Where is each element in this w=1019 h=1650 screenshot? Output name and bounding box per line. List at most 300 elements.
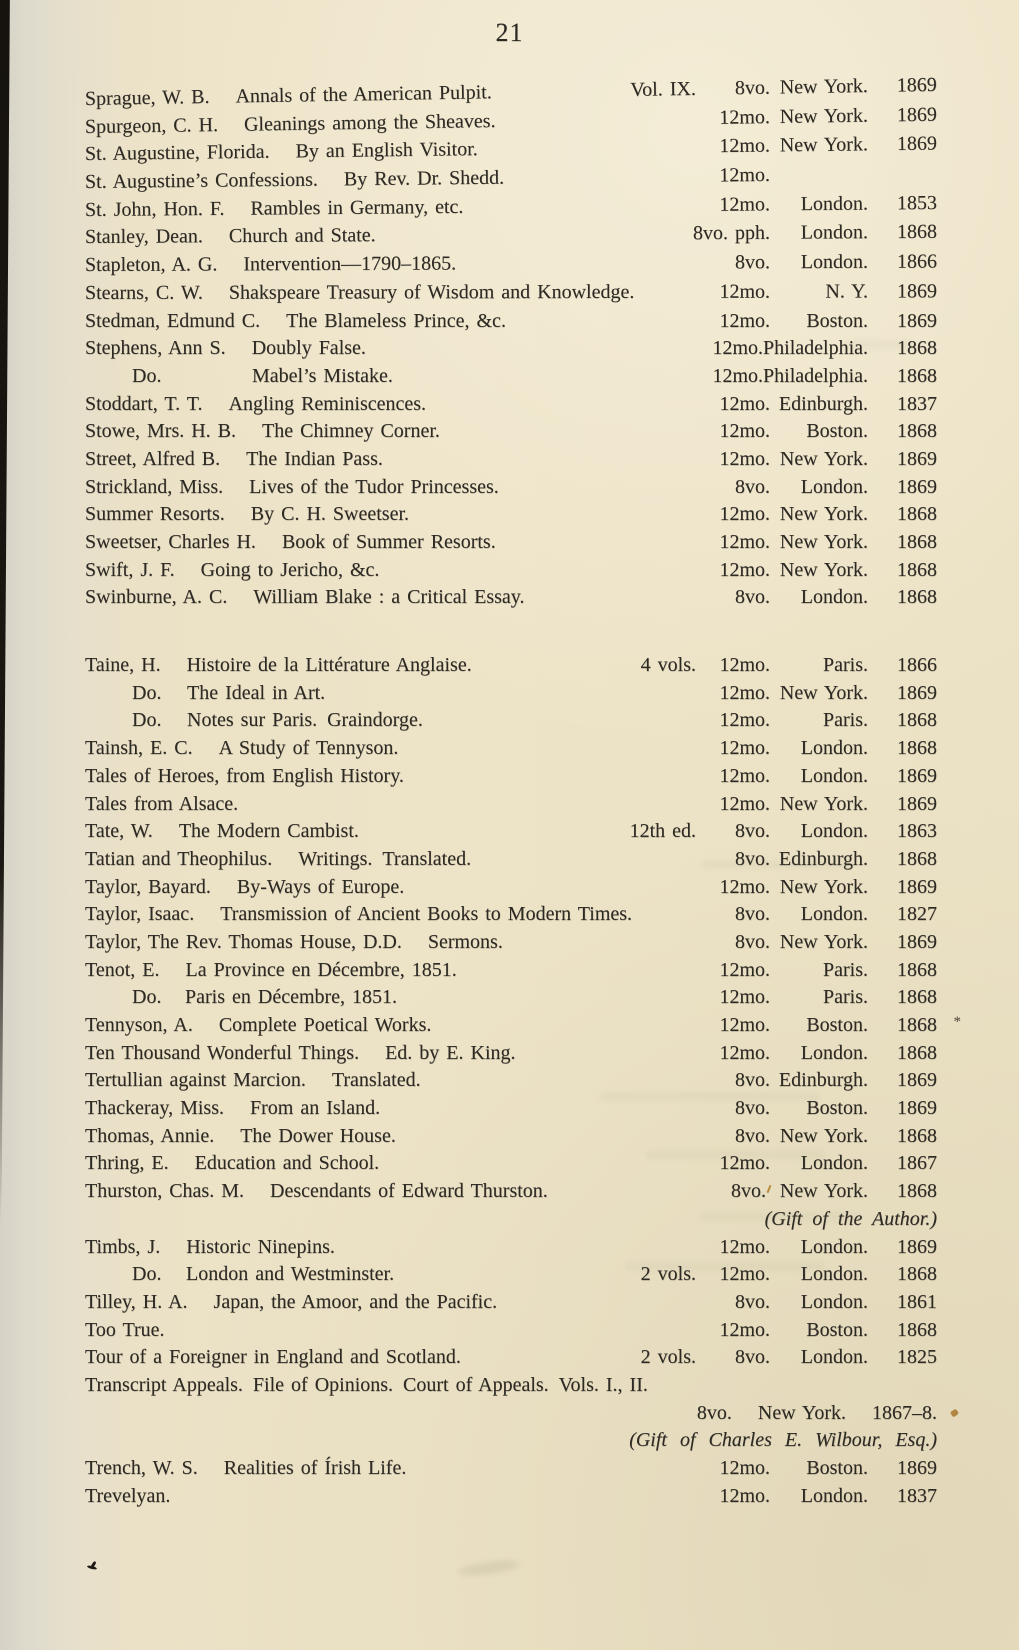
catalog-entry-row xyxy=(85,707,937,735)
entry-year: 1866 xyxy=(896,250,938,273)
entry-format: 8vo. xyxy=(735,586,770,609)
entry-city: Philadelphia. xyxy=(763,364,868,387)
entry-city: London. xyxy=(800,1235,868,1258)
entry-main xyxy=(85,901,706,929)
catalog-section-s xyxy=(84,73,938,612)
entry-title: Writings. Translated. xyxy=(298,847,472,870)
entry-title: Education and School. xyxy=(194,1152,380,1175)
entry-author: Tainsh, E. C. xyxy=(85,737,193,760)
catalog-entry-row xyxy=(85,763,937,791)
entry-author: Swinburne, A. C. xyxy=(85,586,228,609)
entry-author: Ten Thousand Wonderful Things. xyxy=(85,1041,360,1064)
entry-format: 12mo. xyxy=(719,792,770,815)
entry-year: 1869 xyxy=(896,280,938,303)
entry-year: 1869 xyxy=(897,764,937,787)
annotation-mark: * xyxy=(953,1014,961,1030)
entry-city: Philadelphia. xyxy=(763,337,868,360)
entry-city: London. xyxy=(800,737,868,760)
entry-format: 8vo. xyxy=(735,903,770,926)
entry-format: 8vo. xyxy=(706,1178,770,1206)
catalog-entry-row xyxy=(85,1483,937,1511)
entry-city: Boston. xyxy=(806,420,868,443)
entry-format: 12mo. xyxy=(719,958,770,981)
entry-city: New York. xyxy=(779,1180,868,1203)
entry-city: N. Y. xyxy=(825,280,869,303)
catalog-entry-row xyxy=(85,901,937,929)
entry-extra: 2 vols. xyxy=(640,1263,696,1286)
catalog-entry-row xyxy=(85,1455,937,1483)
entry-title: Tales of Heroes, from English History. xyxy=(85,764,404,787)
entry-format: 12mo. xyxy=(719,392,770,415)
entry-main xyxy=(85,1178,706,1206)
catalog-entry-row xyxy=(85,1123,937,1151)
entry-main xyxy=(85,446,706,474)
entry-year: 1827 xyxy=(897,903,937,926)
entry-author: Do. xyxy=(132,986,162,1009)
annotation-mark xyxy=(950,1408,959,1417)
entry-extra: 12th ed. xyxy=(629,820,696,843)
entry-main xyxy=(85,474,706,502)
catalog-entry-row xyxy=(85,1040,937,1068)
entry-city: London. xyxy=(800,221,869,245)
entry-city: New York. xyxy=(779,681,868,704)
catalog-entry-row xyxy=(85,308,937,336)
entry-title: Book of Summer Resorts. xyxy=(281,531,496,553)
entry-city: New York. xyxy=(779,75,869,99)
entry-city: London. xyxy=(800,586,868,609)
entry-author: Thomas, Annie. xyxy=(85,1124,215,1147)
entry-title: Angling Reminiscences. xyxy=(228,392,427,415)
entry-year: 1868 xyxy=(897,986,937,1009)
entry-title: Doubly False. xyxy=(251,337,366,360)
catalog-entry-row xyxy=(85,984,937,1012)
entry-author: Taine, H. xyxy=(85,654,161,677)
entry-city: New York. xyxy=(779,133,869,157)
entry-title: Translated. xyxy=(331,1069,421,1092)
entry-author: Do. xyxy=(132,681,162,704)
entry-year: 1868 xyxy=(897,1263,937,1286)
entry-author: Do. xyxy=(132,1263,162,1286)
entry-format: 12mo. xyxy=(719,681,770,704)
catalog-entry-row xyxy=(85,1012,961,1040)
showthrough-artifact xyxy=(842,340,912,349)
entry-format: 12mo. xyxy=(719,280,771,303)
entry-title: The Indian Pass. xyxy=(246,447,383,470)
entry-main xyxy=(85,335,699,363)
entry-title: Paris en Décembre, 1851. xyxy=(185,986,398,1009)
catalog-entry-row xyxy=(85,929,937,957)
catalog-entry-row xyxy=(85,874,937,902)
entry-year: 1868 xyxy=(897,586,937,609)
entry-author: Tenot, E. xyxy=(85,958,160,981)
entry-year: 1869 xyxy=(896,103,938,126)
catalog-entry-row xyxy=(85,363,937,391)
entry-title: Transmission of Ancient Books to Modern Times. xyxy=(220,903,633,926)
catalog-entry-row xyxy=(85,735,937,763)
entry-author: Spurgeon, C. H. xyxy=(84,113,219,138)
entry-main xyxy=(85,1150,706,1178)
imprint-continuation-row xyxy=(85,1400,937,1428)
entry-title: The Blameless Prince, &c. xyxy=(286,309,506,332)
entry-year: 1869 xyxy=(897,792,937,815)
entry-city: London. xyxy=(800,903,868,926)
entry-year: 1869 xyxy=(897,309,937,332)
entry-main xyxy=(85,1289,706,1317)
entry-author: Swift, J. F. xyxy=(85,558,175,581)
entry-format: 8vo. xyxy=(735,847,770,870)
entry-main xyxy=(85,1040,706,1068)
entry-format: 12mo. xyxy=(719,558,770,581)
entry-year: 1869 xyxy=(897,1235,937,1258)
entry-main xyxy=(85,1483,706,1511)
entry-author: Street, Alfred B. xyxy=(85,447,221,470)
entry-year: 1869 xyxy=(897,1069,937,1092)
entry-city: Boston. xyxy=(806,309,868,332)
section-gap xyxy=(85,612,937,652)
entry-title: Going to Jericho, &c. xyxy=(200,558,380,581)
entry-city: London. xyxy=(800,1290,868,1313)
entry-year: 1868 xyxy=(897,709,937,732)
entry-format: 8vo. xyxy=(734,76,771,100)
entry-year: 1868 xyxy=(897,531,937,553)
catalog-entry-row xyxy=(85,249,937,280)
entry-author: Trevelyan. xyxy=(85,1484,171,1507)
entry-extra: 4 vols. xyxy=(640,654,696,677)
entry-year: 1837 xyxy=(897,392,937,415)
entry-title: Shakspeare Treasury of Wisdom and Knowledge. xyxy=(228,280,635,304)
entry-format: 12mo. xyxy=(719,164,771,187)
entry-city: Paris. xyxy=(823,958,868,981)
catalog-entry-row xyxy=(85,1234,937,1262)
entry-main xyxy=(85,501,706,529)
entry-format: 12mo. xyxy=(719,1318,770,1341)
entry-city: Boston. xyxy=(806,1457,868,1479)
entry-author: Timbs, J. xyxy=(85,1235,161,1258)
entry-author: Sweetser, Charles H. xyxy=(85,531,256,553)
entry-title: Ed. by E. King. xyxy=(385,1041,516,1064)
entry-format: 12mo. xyxy=(719,134,771,158)
entry-main xyxy=(85,250,706,280)
entry-author: Summer Resorts. xyxy=(85,503,225,526)
entry-format: 12mo. xyxy=(719,531,770,553)
catalog-entry-row xyxy=(85,391,937,419)
entry-author: Thackeray, Miss. xyxy=(85,1097,224,1120)
entry-author: Tertullian against Marcion. xyxy=(85,1069,306,1092)
entry-city: Edinburgh. xyxy=(778,1069,868,1092)
entry-title: La Province en Décembre, 1851. xyxy=(185,958,457,981)
entry-format: 12mo. xyxy=(719,1235,770,1258)
entry-main xyxy=(85,1012,706,1040)
entry-title: Notes sur Paris. Graindorge. xyxy=(187,709,423,732)
entry-author: Do. xyxy=(132,364,162,387)
entry-main xyxy=(85,279,706,308)
showthrough-artifact xyxy=(625,1262,825,1271)
entry-format: 8vo. xyxy=(735,1290,770,1313)
catalog-entry-row xyxy=(85,957,937,985)
entry-author: St. Augustine, Florida. xyxy=(84,141,270,166)
entry-city: New York. xyxy=(779,558,868,581)
binding-shadow xyxy=(0,0,17,1240)
page-number: 21 xyxy=(495,18,524,47)
entry-city: Boston. xyxy=(806,1014,868,1036)
entry-year: 1868 xyxy=(897,1180,937,1203)
entry-title: Gleanings among the Sheaves. xyxy=(243,109,496,136)
catalog-content xyxy=(84,73,961,1510)
entry-author: Stedman, Edmund C. xyxy=(85,309,261,332)
entry-city: London. xyxy=(800,764,868,787)
entry-city: London. xyxy=(800,820,868,843)
entry-year: 1869 xyxy=(897,475,937,498)
entry-title: The Ideal in Art. xyxy=(187,681,326,704)
entry-format: 12mo. xyxy=(719,503,770,526)
entry-main xyxy=(85,163,706,197)
entry-format: 12mo. xyxy=(719,420,770,443)
catalog-section-t xyxy=(85,652,961,1510)
entry-format: 8vo. xyxy=(735,930,770,953)
entry-year: 1868 xyxy=(897,503,937,526)
entry-author: St. Augustine’s Confessions. xyxy=(84,168,318,194)
entry-year: 1868 xyxy=(897,1318,937,1341)
entry-year: 1869 xyxy=(897,447,937,470)
entry-author: Strickland, Miss. xyxy=(85,475,224,498)
entry-year: 1869 xyxy=(897,681,937,704)
entry-city: Edinburgh. xyxy=(778,847,868,870)
catalog-entry-row xyxy=(85,584,937,612)
entry-author: Tate, W. xyxy=(85,820,153,843)
entry-city: New York. xyxy=(757,1401,846,1424)
showthrough-artifact xyxy=(600,1092,820,1101)
entry-main xyxy=(85,874,706,902)
catalog-entry-row xyxy=(85,1067,937,1095)
entry-year: 1868 xyxy=(897,420,937,443)
entry-format: 12mo. xyxy=(719,764,770,787)
entry-title: Transcript Appeals. File of Opinions. Court of Appeals. Vols. I., II. xyxy=(85,1373,648,1396)
catalog-entry-row xyxy=(85,529,937,557)
entry-main xyxy=(85,763,706,791)
entry-main xyxy=(85,791,706,819)
entry-city: London. xyxy=(800,1484,868,1507)
entry-main xyxy=(85,1344,641,1372)
catalog-entry-row xyxy=(85,446,937,474)
entry-city: New York. xyxy=(779,930,868,953)
entry-title: Realities of Írish Life. xyxy=(223,1457,407,1479)
entry-format: 12mo. xyxy=(712,364,764,387)
entry-title: Rambles in Germany, etc. xyxy=(250,195,464,220)
entry-author: Trench, W. S. xyxy=(85,1457,198,1479)
entry-author: Stapleton, A. G. xyxy=(84,253,218,277)
entry-main xyxy=(85,221,693,252)
entry-year: 1837 xyxy=(897,1484,937,1507)
entry-title: Mabel’s Mistake. xyxy=(252,364,393,387)
entry-extra: Vol. IX. xyxy=(630,77,697,101)
entry-main xyxy=(85,846,706,874)
entry-format: 8vo. pph. xyxy=(692,222,771,245)
entry-main xyxy=(85,529,706,557)
entry-author: Thring, E. xyxy=(85,1152,169,1175)
entry-title: The Chimney Corner. xyxy=(262,420,440,443)
gift-note-text: (Gift of Charles E. Wilbour, Esq.) xyxy=(629,1429,937,1452)
entry-author: Taylor, Bayard. xyxy=(85,875,211,898)
entry-main xyxy=(85,1261,641,1289)
entry-main xyxy=(85,1455,706,1483)
catalog-entry-row xyxy=(85,1178,937,1206)
entry-format: 8vo. xyxy=(734,251,771,274)
catalog-entry-row xyxy=(85,1289,937,1317)
entry-city xyxy=(770,180,868,181)
entry-city: Boston. xyxy=(806,1097,868,1120)
entry-format: 8vo. xyxy=(735,1097,770,1120)
entry-year xyxy=(868,179,937,180)
entry-main xyxy=(85,1067,706,1095)
entry-title: Annals of the American Pulpit. xyxy=(235,81,492,108)
entry-year: 1825 xyxy=(897,1346,937,1369)
entry-city: New York. xyxy=(779,1124,868,1147)
entry-city: Paris. xyxy=(823,709,868,732)
entry-city: Paris. xyxy=(823,986,868,1009)
entry-author: Taylor, The Rev. Thomas House, D.D. xyxy=(85,930,402,953)
entry-year: 1868 xyxy=(897,364,937,387)
entry-year: 1868 xyxy=(897,958,937,981)
entry-title: William Blake : a Critical Essay. xyxy=(253,586,525,609)
entry-main xyxy=(85,1234,706,1262)
entry-title: Historic Ninepins. xyxy=(186,1235,335,1258)
entry-year: 1861 xyxy=(897,1290,937,1313)
entry-author: Stearns, C. W. xyxy=(84,281,203,304)
entry-author: St. John, Hon. F. xyxy=(84,197,225,221)
entry-title: Lives of the Tudor Princesses. xyxy=(249,475,499,498)
entry-city: New York. xyxy=(779,792,868,815)
entry-title: Japan, the Amoor, and the Pacific. xyxy=(213,1290,498,1313)
showthrough-artifact xyxy=(700,1212,860,1221)
entry-title: Complete Poetical Works. xyxy=(218,1014,432,1036)
entry-year: 1868 xyxy=(897,737,937,760)
entry-year: 1868 xyxy=(897,558,937,581)
entry-author: Tatian and Theophilus. xyxy=(85,847,273,870)
entry-format: 12mo. xyxy=(719,1152,770,1175)
entry-author: Thurston, Chas. M. xyxy=(85,1180,244,1203)
entry-format: 12mo. xyxy=(719,1484,770,1507)
entry-title: London and Westminster. xyxy=(186,1263,395,1286)
entry-author: Taylor, Isaac. xyxy=(85,903,195,926)
entry-year: 1867–8. xyxy=(872,1401,937,1424)
entry-year: 1853 xyxy=(896,191,938,215)
entry-format: 12mo. xyxy=(719,1263,770,1286)
entry-main xyxy=(85,308,706,336)
entry-author: Do. xyxy=(132,709,162,732)
entry-main xyxy=(85,418,706,446)
entry-format: 12mo. xyxy=(719,105,771,129)
entry-format: 8vo. xyxy=(735,1069,770,1092)
entry-main xyxy=(85,363,699,391)
entry-format: 12mo. xyxy=(719,875,770,898)
entry-main xyxy=(85,584,706,612)
entry-author: Tennyson, A. xyxy=(85,1014,193,1036)
entry-main xyxy=(85,557,706,585)
entry-city: London. xyxy=(800,475,868,498)
entry-city: London. xyxy=(800,1263,868,1286)
entry-year: 1866 xyxy=(897,654,937,677)
entry-author: Stowe, Mrs. H. B. xyxy=(85,420,237,443)
entry-city: Paris. xyxy=(823,654,868,677)
catalog-entry-row xyxy=(85,335,937,363)
entry-title: The Dower House. xyxy=(240,1124,396,1147)
entry-city: Boston. xyxy=(806,1318,868,1341)
entry-year: 1869 xyxy=(897,930,937,953)
entry-city: London. xyxy=(800,1041,868,1064)
catalog-entry-row xyxy=(85,818,937,846)
entry-author: Sprague, W. B. xyxy=(84,85,210,110)
entry-year: 1869 xyxy=(896,132,938,156)
entry-format: 12mo. xyxy=(719,309,770,332)
entry-main xyxy=(85,652,641,680)
entry-title: Too True. xyxy=(85,1318,165,1341)
entry-title: By C. H. Sweetser. xyxy=(250,503,409,526)
entry-format: 8vo. xyxy=(735,1124,770,1147)
entry-extra: 2 vols. xyxy=(640,1346,696,1369)
entry-format: 12mo. xyxy=(719,709,770,732)
entry-main xyxy=(85,707,706,735)
entry-city: New York. xyxy=(779,531,868,553)
entry-city: London. xyxy=(800,192,869,215)
catalog-entry-row xyxy=(85,474,937,502)
entry-city: London. xyxy=(800,1346,868,1369)
entry-format: 8vo. xyxy=(696,1401,732,1424)
catalog-entry-row xyxy=(85,418,937,446)
entry-city: London. xyxy=(800,250,869,274)
entry-format: 12mo. xyxy=(719,737,770,760)
entry-title: Descendants of Edward Thurston. xyxy=(270,1180,548,1203)
catalog-entry-row xyxy=(85,680,937,708)
entry-year: 1863 xyxy=(897,820,937,843)
entry-city: London. xyxy=(800,1152,868,1175)
entry-main xyxy=(85,1317,706,1345)
catalog-entry-row xyxy=(85,791,937,819)
entry-title: By Rev. Dr. Shedd. xyxy=(343,166,505,191)
entry-format: 12mo. xyxy=(719,654,770,677)
gift-note-row xyxy=(85,1427,937,1455)
entry-year: 1868 xyxy=(896,221,938,244)
entry-main xyxy=(85,984,706,1012)
entry-format: 12mo. xyxy=(719,1014,770,1036)
entry-city: Edinburgh. xyxy=(778,392,868,415)
entry-year: 1869 xyxy=(896,73,938,97)
entry-author: Tilley, H. A. xyxy=(85,1290,188,1313)
entry-author: Stoddart, T. T. xyxy=(85,392,203,415)
entry-city: New York. xyxy=(779,447,868,470)
entry-format: 12mo. xyxy=(719,1041,770,1064)
entry-title: Histoire de la Littérature Anglaise. xyxy=(186,654,472,677)
entry-title: Intervention—1790–1865. xyxy=(243,252,457,276)
entry-title: By an English Visitor. xyxy=(295,138,478,163)
entry-main xyxy=(85,680,706,708)
entry-title: Tales from Alsace. xyxy=(85,792,239,815)
entry-title: From an Island. xyxy=(250,1097,381,1120)
showthrough-artifact xyxy=(702,860,852,869)
entry-title: By-Ways of Europe. xyxy=(236,875,405,898)
catalog-wide-row xyxy=(85,1372,937,1400)
catalog-entry-row xyxy=(85,557,937,585)
catalog-entry-row xyxy=(85,652,937,680)
entry-format: 8vo. xyxy=(735,475,770,498)
entry-title: A Study of Tennyson. xyxy=(218,737,399,760)
entry-format: 8vo. xyxy=(735,820,770,843)
entry-format: 8vo. xyxy=(735,1346,770,1369)
catalog-entry-row xyxy=(85,219,937,252)
entry-main xyxy=(85,192,706,225)
entry-main xyxy=(85,818,630,846)
catalog-entry-row xyxy=(85,501,937,529)
entry-format: 12mo. xyxy=(719,1457,770,1479)
